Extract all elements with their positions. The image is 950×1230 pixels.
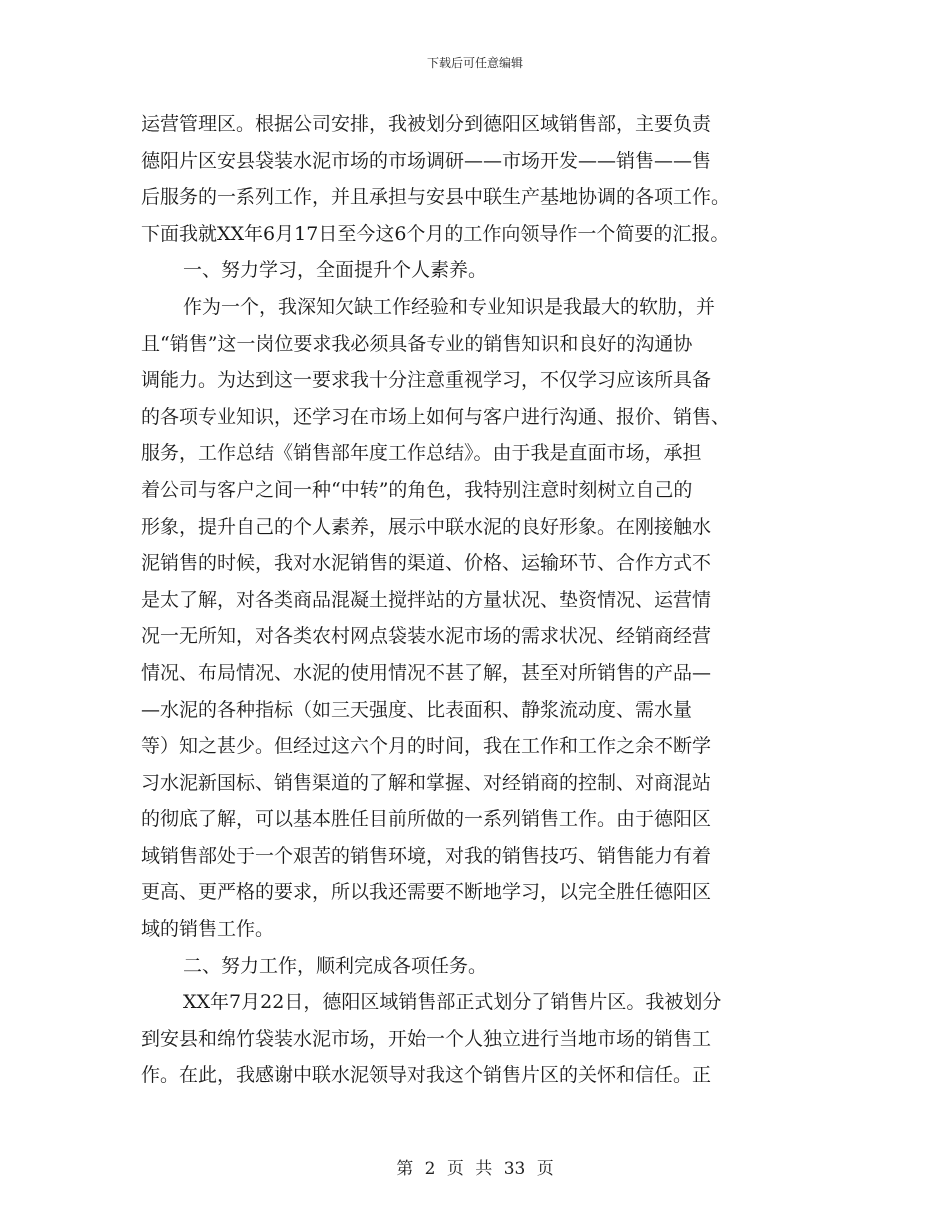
page-number: 第 2 页 共 33 页	[396, 1159, 554, 1179]
text-line: 习水泥新国标、销售渠道的了解和掌握、对经销商的控制、对商混站	[141, 771, 712, 794]
section-heading: 一、努力学习，全面提升个人素养。	[183, 259, 488, 282]
text-line: 且“销售”这一岗位要求我必须具备专业的销售知识和良好的沟通协	[141, 332, 693, 355]
text-line: 况一无所知，对各类农村网点袋装水泥市场的需求状况、经销商经营	[141, 625, 712, 648]
text-line: 运营管理区。根据公司安排，我被划分到德阳区域销售部，主要负责	[141, 113, 712, 135]
text-line: 泥销售的时候，我对水泥销售的渠道、价格、运输环节、合作方式不	[141, 552, 712, 575]
text-line: 域销售部处于一个艰苦的销售环境，对我的销售技巧、销售能力有着	[141, 844, 712, 867]
text-line: 域的销售工作。	[141, 918, 275, 941]
text-line: 德阳片区安县袋装水泥市场的市场调研——市场开发——销售——售	[141, 149, 712, 172]
text-line: XX年7月22日，德阳区域销售部正式划分了销售片区。我被划分	[183, 991, 722, 1014]
section-heading: 二、努力工作，顺利完成各项任务。	[183, 954, 488, 977]
text-line: 作为一个，我深知欠缺工作经验和专业知识是我最大的软肋，并	[183, 295, 716, 318]
text-line: 更高、更严格的要求，所以我还需要不断地学习，以完全胜任德阳区	[141, 881, 712, 904]
page-header-note: 下载后可任意编辑	[426, 56, 523, 70]
text-line: 的各项专业知识，还学习在市场上如何与客户进行沟通、报价、销售、	[141, 405, 731, 428]
text-line: 服务，工作总结《销售部年度工作总结》。由于我是直面市场，承担	[141, 442, 702, 465]
text-line: 等）知之甚少。但经过这六个月的时间，我在工作和工作之余不断学	[141, 735, 712, 758]
text-line: 情况、布局情况、水泥的使用情况不甚了解，甚至对所销售的产品—	[141, 661, 712, 684]
text-line: 作。在此，我感谢中联水泥领导对我这个销售片区的关怀和信任。正	[141, 1064, 712, 1087]
text-line: 形象，提升自己的个人素养，展示中联水泥的良好形象。在刚接触水	[141, 515, 712, 538]
text-line: —水泥的各种指标（如三天强度、比表面积、静浆流动度、需水量	[141, 698, 693, 721]
text-line: 的彻底了解，可以基本胜任目前所做的一系列销售工作。由于德阳区	[141, 808, 712, 831]
document-body	[141, 106, 811, 1094]
text-line: 下面我就XX年6月17日至今这6个月的工作向领导作一个简要的汇报。	[141, 222, 730, 245]
text-line: 后服务的一系列工作，并且承担与安县中联生产基地协调的各项工作。	[141, 186, 731, 209]
text-line: 是太了解，对各类商品混凝土搅拌站的方量状况、垫资情况、运营情	[141, 588, 712, 611]
text-line: 到安县和绵竹袋装水泥市场，开始一个人独立进行当地市场的销售工	[141, 1027, 712, 1050]
text-line: 调能力。为达到这一要求我十分注意重视学习，不仅学习应该所具备	[141, 369, 712, 392]
text-line: 着公司与客户之间一种“中转”的角色，我特别注意时刻树立自己的	[141, 478, 693, 501]
